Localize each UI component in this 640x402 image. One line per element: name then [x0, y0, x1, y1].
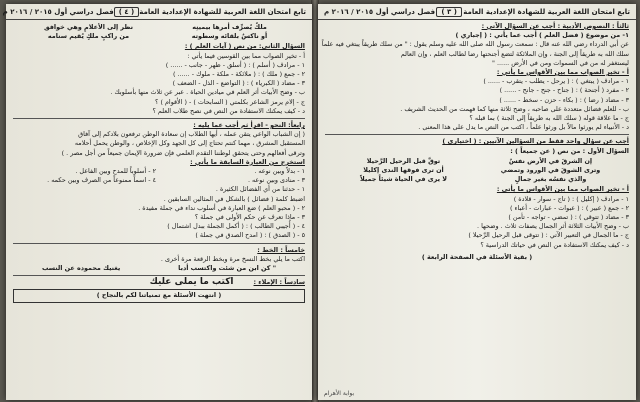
question-line: د - كيف يمكنك الاستفادة من النص في نصح طلاب العلم ؟ — [152, 106, 305, 115]
page-header — [318, 4, 636, 20]
task-line: ٤ - ( أُجيبي الطالب ) : ( أكمل الجملة ببدل اشتمال ) — [167, 222, 305, 231]
question-line: أ - تخير الصواب مما بين القوسين فيما يأتي : — [187, 51, 305, 60]
question-title: السؤال الثاني: من نص ( آيات العلم ) : — [184, 42, 305, 51]
extract-item: ٤ - اسماً ممنوعاً من الصرف وبين حكمه . — [47, 176, 156, 185]
question-line: د - الأنبياء لم يورثوا مالاً بل ورثوا علماً ، اكتب من النص ما يدل على هذا المعنى . — [418, 123, 629, 132]
page-body — [6, 20, 312, 307]
handwriting-instruction: اكتب ما يلي بخط النسخ مرة وبخط الرقعة مرة أخرى . — [160, 254, 305, 263]
task-line: ٣ - مضاد ( تتوقى ) : ( تمضي - تواجه - تأمن ) — [508, 213, 629, 222]
task-line: ٢ - ( محبو العلم ) ضع العبارة في أسلوب نداء في جملة مفيدة . — [138, 203, 305, 212]
passage-line: ( إن الشباب الواعي يتقن عمله ، أيها الطلاب إن سعادة الوطن ترفعون بلادكم إلى آفاق — [78, 130, 305, 139]
quote-part: " كن ابن من شئت واكتسب أدبا — [178, 264, 277, 273]
divider — [325, 134, 629, 135]
header-title: تابع امتحان اللغة العربية للشهادة الإعدادية العامة — [139, 8, 306, 16]
choice-title: أجب عن سؤال واحد فقط من السؤالين الآتيين : ( اختياري ) — [442, 137, 629, 146]
closing-note: ( انتهت الأسئلة مع تمنياتنا لكم بالنجاح ) — [13, 289, 305, 302]
page-body — [318, 20, 636, 264]
poem-verse: لا يرى في الحياة شيئاً جميلاً — [360, 175, 447, 184]
hadith-line: ليستغفر له من في السموات ومن في الأرض ...... " — [492, 58, 629, 67]
section-title: سادساً : الإملاء : — [253, 278, 305, 287]
question-line: ب - للعلم فضائل متعددة على صاحبه ، وضح ثلاثة منها كما فهمت من الحديث الشريف . — [400, 104, 629, 113]
question-line: ٢ - جمع ( ملك ) : ( ملائكة - ملكة - ملوك - ...... ) — [173, 70, 305, 79]
quote-part: يغنيك محموده عن النسب — [41, 264, 121, 273]
poem-verse: ملكٌ يُصرِّف أمرها بيمينِه — [192, 23, 267, 31]
task-line: ٢ - جمع ( عبير ) : ( عبوات - عبارات - أعباء ) — [509, 203, 629, 212]
extract-item: ٣ - منادى وبين نوعه . — [247, 176, 305, 185]
poem-verse: إن الشرقَ في الأرض نفسٌ — [508, 156, 593, 165]
divider — [13, 118, 305, 119]
watermark: بوابة الأهرام — [324, 390, 355, 397]
question-title: ١- من موضوع ( فضل العلم ) أجب عما يأتي : ( إجباري ) — [455, 31, 629, 40]
header-title: تابع امتحان اللغة العربية للشهادة الإعدادية العامة — [463, 8, 630, 16]
question-line: ب - وضح الأبيات أثر العلم في ميادين الحياة . عبر عن ثلاث منها بأسلوبك . — [110, 88, 305, 97]
poem-verse: أو ناكسٌ بلقائه وسطوته — [191, 32, 268, 41]
task-line: ١ - مرادف ( إكليل ) : ( تاج - سوار - قلادة ) — [513, 194, 629, 203]
task-line: ٢ - مفرد ( أجنحة ) : ( جناح - جنح - جانح - ...... ) — [499, 86, 629, 95]
dictation-row — [13, 278, 305, 287]
poem-verse: نظر إلى الأعلامِ وهي خوافق — [43, 23, 134, 31]
passage-line: المستقبل المشرق ، مهما كنتم تحتاج إلى كل الجهد وكل الإخلاص ، والوطن يحمل أحلامه — [74, 139, 305, 148]
poem-verses — [335, 157, 619, 185]
dictation-text: اكتب ما يملى عليك — [149, 277, 234, 288]
poem-verse: توقَّ قبل الرحيل الرَّحيلا — [366, 156, 441, 165]
poem-verse: والذي نفسُه بغير جمالٍ — [514, 175, 587, 184]
poem-verse: من راكبٍ ملكٍ يُقيم سنامه — [47, 32, 130, 41]
poem-verse: أن ترى فوقها الندى إكليلا — [363, 166, 444, 175]
page-four — [2, 4, 312, 400]
question-line: ج - ما علاقة قوله ( سلك الله به طريقاً إلى الجنة ) بما قبله ؟ — [469, 114, 629, 123]
section-title: خامساً : الخط : — [257, 245, 305, 254]
task-line: ٥ - ( الصدق ) : ( امدح الصدق في جملة ) — [195, 231, 305, 240]
extract-item: ٢ - أسلوباً للمدح وبين الفاعل . — [75, 167, 156, 176]
extract-item: ١ - بدلاً وبين نوعه . — [254, 167, 305, 176]
task-line: ١ - حدثنا من أي الفضائل الكثيرة . — [215, 185, 305, 194]
question-line: ب - وضح الأبيات الثلاثة أثر الجمال يصفات ثلاث . وضحها . — [477, 222, 629, 231]
hadith-line: عن أبي الدرداء رضي الله عنه قال : سمعت رسول الله صلى الله عليه وسلم يقول : " من سلك طريقاً يبتغي فيه علماً — [321, 40, 629, 49]
page-three — [318, 4, 636, 400]
divider — [13, 243, 305, 244]
header-term: فصل دراسي أول ٢٠١٥ / ٢٠١٦ م — [324, 8, 436, 16]
passage-line: وترقى أفعالهم وحتى يتحقق لوطننا التقدم العلمي فإن ضرورة الإيمان جميعاً من أجل مصر . ) — [61, 148, 305, 157]
page-header — [2, 4, 312, 20]
task-line: اضبط كلمة ( فضائل ) بالشكل في المثالين السابقين . — [163, 194, 305, 203]
header-term: فصل دراسي أول ٢٠١٥ / ٢٠١٦ م — [2, 8, 114, 16]
page-number: ( ٣ ) — [436, 7, 462, 17]
subsection-title: أ - تخير الصواب مما بين الأقواس ما يأتي : — [496, 68, 629, 77]
task-line: ٣ - مضاد ( رضا ) : ( بكاء - حزن - سخط - ...... ) — [499, 95, 629, 104]
page-number: ( ٤ ) — [114, 7, 140, 17]
handwriting-quote — [13, 264, 305, 273]
section-title: ثالثاً : النصوص الأدبية : أجب عن السؤال الآتي : — [481, 22, 629, 30]
poem-verses — [23, 23, 295, 41]
question-line: ج - إلام يرمز الشاعر بكلمتي ( السابحات ) - ( الأقوام ) ؟ — [155, 97, 305, 106]
poem-verse: وترى الشوقَ في الورود وتمضي — [500, 166, 601, 175]
continue-note: ( بقية الأسئلة في الصفحة الرابعة ) — [421, 252, 533, 261]
extract-items — [13, 167, 305, 185]
question-line: د - كيف يمكنك الاستفادة من النص في حياتك الدراسية ؟ — [480, 240, 629, 249]
question-line: ١ - مرادف ( أسلم ) : ( أسلق - ظهر - جانب - ...... ) — [165, 60, 305, 69]
subsection-title: استخرج من العبارة السابقة ما يأتي : — [190, 157, 305, 166]
subsection-title: أ - تخير الصواب مما بين الأقواس ما يأتي : — [496, 185, 629, 194]
question-line: ج - ما الجمال في التعبير الآتي : ( تتوقى قبل الرحيل الرَّحيلا ) — [468, 231, 629, 240]
divider — [13, 275, 305, 276]
hadith-line: سلك الله به طريقاً إلى الجنة ، وإن الملائكة لتضع أجنحتها رضا لطالب العلم ، وإن العالم — [400, 49, 629, 58]
question-title: السؤال الأول : من نص ( عن جميعاً ) : — [510, 146, 629, 155]
question-line: ٣ - مضاد ( الكبرياء ) : ( التواضع - الذل - الضعف ) — [172, 79, 305, 88]
task-line: ١ - مرادف ( يبتغي ) : ( يرحل - يطلب - يتقرب - ...... ) — [483, 77, 629, 86]
task-line: ٣ - ماذا تعرف عن حكم الأولى في جملة ؟ — [194, 213, 305, 222]
section-title: رابعاً: النحو - اقرأ ثم أجب عما يليه : — [193, 121, 305, 130]
